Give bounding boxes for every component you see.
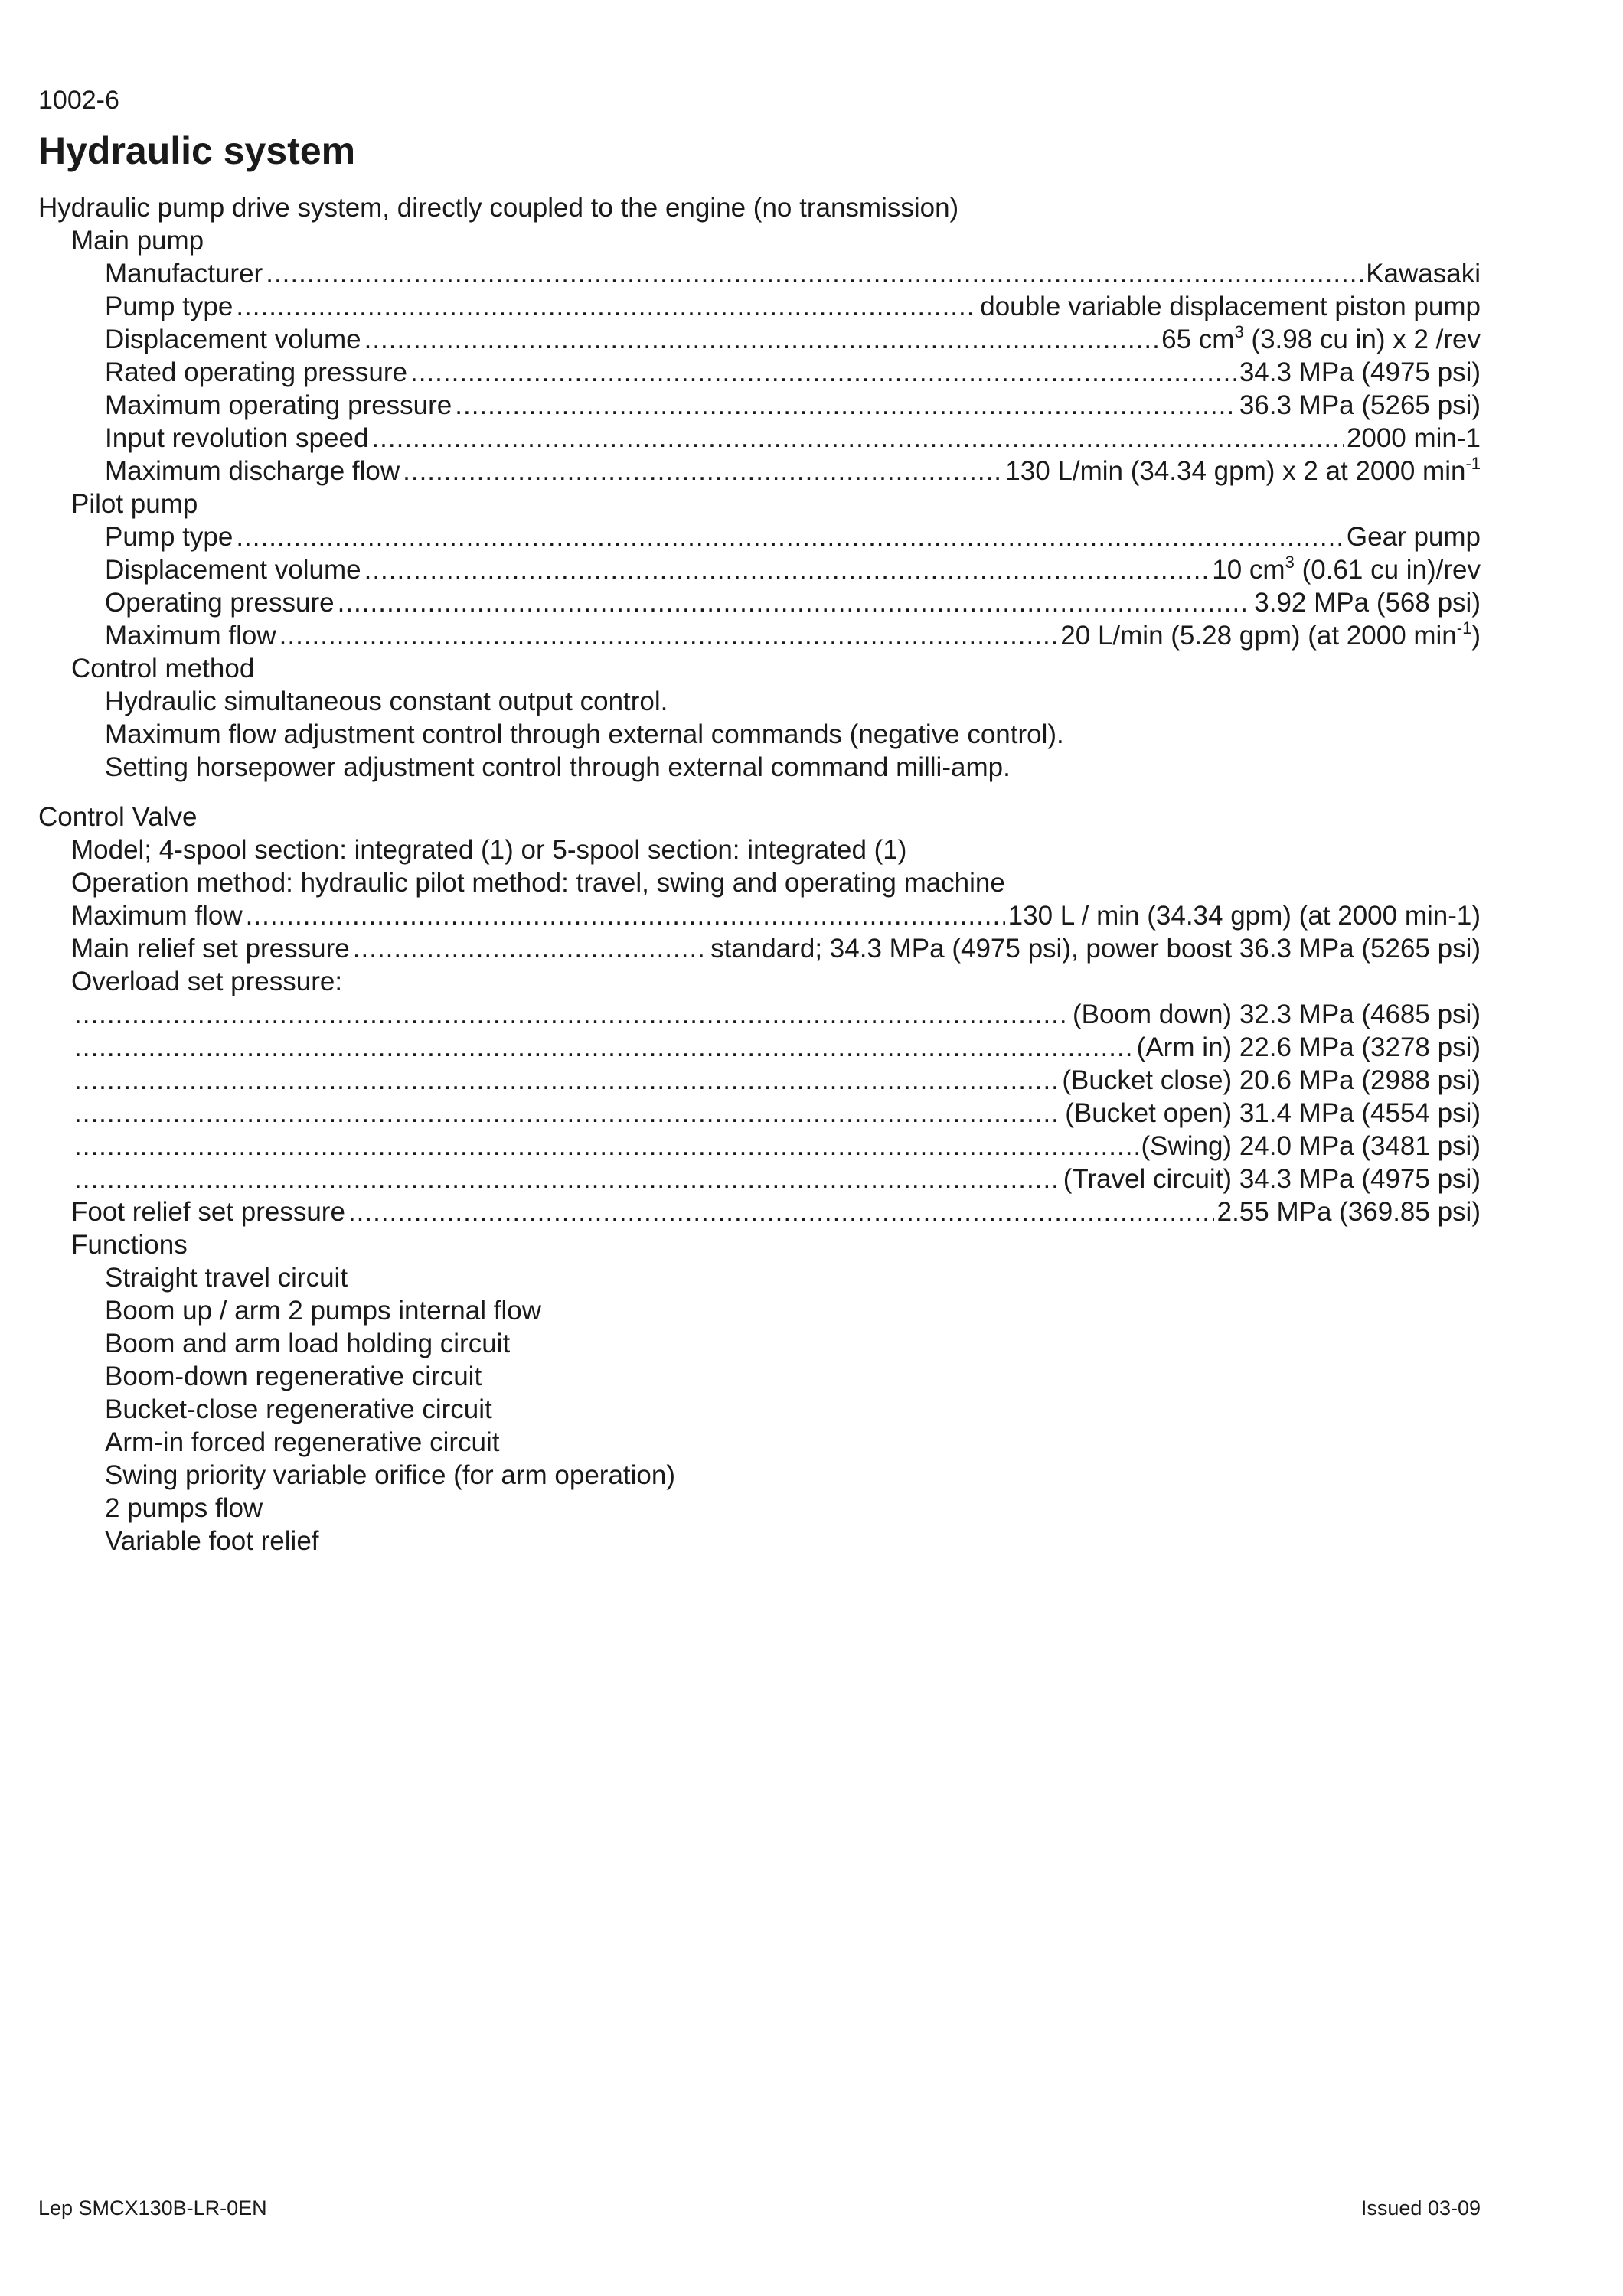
dot-leader <box>338 586 1252 619</box>
spec-label: Displacement volume <box>105 325 361 354</box>
spec-label: Maximum flow <box>71 901 243 931</box>
dot-leader <box>74 1163 1060 1195</box>
dot-leader <box>236 520 1344 553</box>
dot-leader <box>74 1031 1134 1064</box>
main-pump-displacement-row <box>38 323 1481 356</box>
dot-leader <box>266 257 1363 290</box>
pilot-pump-heading: Pilot pump <box>71 489 198 519</box>
spec-value: (Bucket close) 20.6 MPa (2988 psi) <box>1062 1065 1481 1095</box>
dot-leader <box>455 389 1236 422</box>
overload-row <box>38 1064 1481 1097</box>
spec-value: 20 L/min (5.28 gpm) (at 2000 $\min^{-1}$) <box>1060 618 1481 651</box>
spec-value: 2.55 MPa (369.85 psi) <box>1216 1197 1481 1227</box>
dot-leader <box>74 1130 1138 1163</box>
control-method-item: Hydraulic simultaneous constant output control. <box>105 687 668 716</box>
spec-value: Kawasaki <box>1366 259 1481 289</box>
spec-value: (Swing) 24.0 MPa (3481 psi) <box>1141 1131 1481 1161</box>
spec-value: 36.3 MPa (5265 psi) <box>1239 390 1481 420</box>
intro-text: Hydraulic pump drive system, directly coupled to the engine (no transmission) <box>38 193 959 223</box>
spec-value: (Bucket open) 31.4 MPa (4554 psi) <box>1065 1098 1481 1128</box>
control-valve-heading: Control Valve <box>38 802 198 832</box>
main-pump-max-discharge-row <box>38 455 1481 488</box>
control-method-item: Maximum flow adjustment control through external commands (negative control). <box>105 719 1064 749</box>
section-gap <box>38 784 1481 801</box>
overload-row <box>38 1130 1481 1163</box>
spec-value: 130 L/min (34.34 gpm) x 2 at 2000 $\min^{-1}$ <box>1005 454 1481 486</box>
dot-leader <box>410 356 1236 389</box>
spec-value: 65 $cm^3$ (3.98 cu in) x 2 /rev <box>1161 322 1481 354</box>
main-pump-rated-pressure-row <box>38 356 1481 389</box>
spec-value: 10 $cm^3$ (0.61 cu in)/rev <box>1212 553 1481 585</box>
dot-leader <box>348 1195 1214 1228</box>
function-item: Swing priority variable orifice (for arm operation) <box>105 1460 675 1490</box>
spec-value: (Boom down) 32.3 MPa (4685 psi) <box>1072 1000 1481 1029</box>
page-number: 1002-6 <box>38 86 119 115</box>
spec-label: Main relief set pressure <box>71 934 350 964</box>
control-valve-main-relief-row <box>38 932 1481 965</box>
spec-label: Rated operating pressure <box>105 357 407 387</box>
function-item: Variable foot relief <box>105 1526 319 1556</box>
pilot-pump-type-row <box>38 520 1481 553</box>
overload-row <box>38 1163 1481 1195</box>
spec-value: standard; 34.3 MPa (4975 psi), power boost 36.3 MPa (5265 psi) <box>710 934 1481 964</box>
spec-label: Maximum operating pressure <box>105 390 452 420</box>
spec-label: Maximum discharge flow <box>105 456 400 486</box>
spec-label: Operating pressure <box>105 588 335 618</box>
functions-heading: Functions <box>71 1230 188 1260</box>
dot-leader <box>364 323 1159 356</box>
spec-label: Maximum flow <box>105 621 276 651</box>
main-pump-input-speed-row <box>38 422 1481 455</box>
control-method-item: Setting horsepower adjustment control through external command milli-amp. <box>105 752 1011 782</box>
function-item: Boom and arm load holding circuit <box>105 1329 511 1358</box>
spec-value: (Arm in) 22.6 MPa (3278 psi) <box>1136 1032 1481 1062</box>
spec-label: Displacement volume <box>105 555 361 585</box>
section-title: Hydraulic system <box>38 129 356 172</box>
spec-value: Gear pump <box>1346 522 1481 552</box>
pilot-pump-operating-pressure-row <box>38 586 1481 619</box>
dot-leader <box>364 553 1210 586</box>
control-method-heading: Control method <box>71 654 255 683</box>
pilot-pump-max-flow-row <box>38 619 1481 652</box>
spec-label: Input revolution speed <box>105 423 369 453</box>
footer-issue-date: Issued 03-09 <box>1360 2197 1481 2219</box>
spec-label: Pump type <box>105 292 233 321</box>
function-item: 2 pumps flow <box>105 1493 263 1523</box>
function-item: Boom-down regenerative circuit <box>105 1362 482 1391</box>
dot-leader <box>236 290 977 323</box>
spec-label: Manufacturer <box>105 259 263 289</box>
overload-row <box>38 1097 1481 1130</box>
main-pump-max-pressure-row <box>38 389 1481 422</box>
dot-leader <box>246 899 1005 932</box>
function-item: Arm-in forced regenerative circuit <box>105 1427 500 1457</box>
spec-value: 130 L / min (34.34 gpm) (at 2000 min-1) <box>1007 901 1481 931</box>
spec-value: 2000 min-1 <box>1346 423 1481 453</box>
dot-leader <box>279 619 1058 652</box>
function-item: Bucket-close regenerative circuit <box>105 1394 492 1424</box>
foot-relief-row <box>38 1195 1481 1228</box>
main-pump-heading: Main pump <box>71 226 204 256</box>
dot-leader <box>74 998 1069 1031</box>
dot-leader <box>353 932 707 965</box>
dot-leader <box>74 1097 1062 1130</box>
overload-row <box>38 1031 1481 1064</box>
control-valve-model: Model; 4-spool section: integrated (1) or 5-spool section: integrated (1) <box>71 835 907 865</box>
control-valve-max-flow-row <box>38 899 1481 932</box>
main-pump-manufacturer-row <box>38 257 1481 290</box>
spec-label: Foot relief set pressure <box>71 1197 345 1227</box>
overload-row <box>38 998 1481 1031</box>
dot-leader <box>403 455 1002 488</box>
spec-label: Pump type <box>105 522 233 552</box>
spec-value: 3.92 MPa (568 psi) <box>1254 588 1481 618</box>
spec-value: 34.3 MPa (4975 psi) <box>1239 357 1481 387</box>
footer-document-code: Lep SMCX130B-LR-0EN <box>38 2197 267 2219</box>
function-item: Boom up / arm 2 pumps internal flow <box>105 1296 541 1326</box>
overload-heading: Overload set pressure: <box>71 967 343 996</box>
control-valve-operation: Operation method: hydraulic pilot method: travel, swing and operating machine <box>71 868 1005 898</box>
spec-content <box>38 191 1481 1557</box>
dot-leader <box>371 422 1343 455</box>
function-item: Straight travel circuit <box>105 1263 348 1293</box>
dot-leader <box>74 1064 1059 1097</box>
pilot-pump-displacement-row <box>38 553 1481 586</box>
spec-value: (Travel circuit) 34.3 MPa (4975 psi) <box>1063 1164 1481 1194</box>
spec-value: double variable displacement piston pump <box>980 292 1481 321</box>
main-pump-type-row <box>38 290 1481 323</box>
